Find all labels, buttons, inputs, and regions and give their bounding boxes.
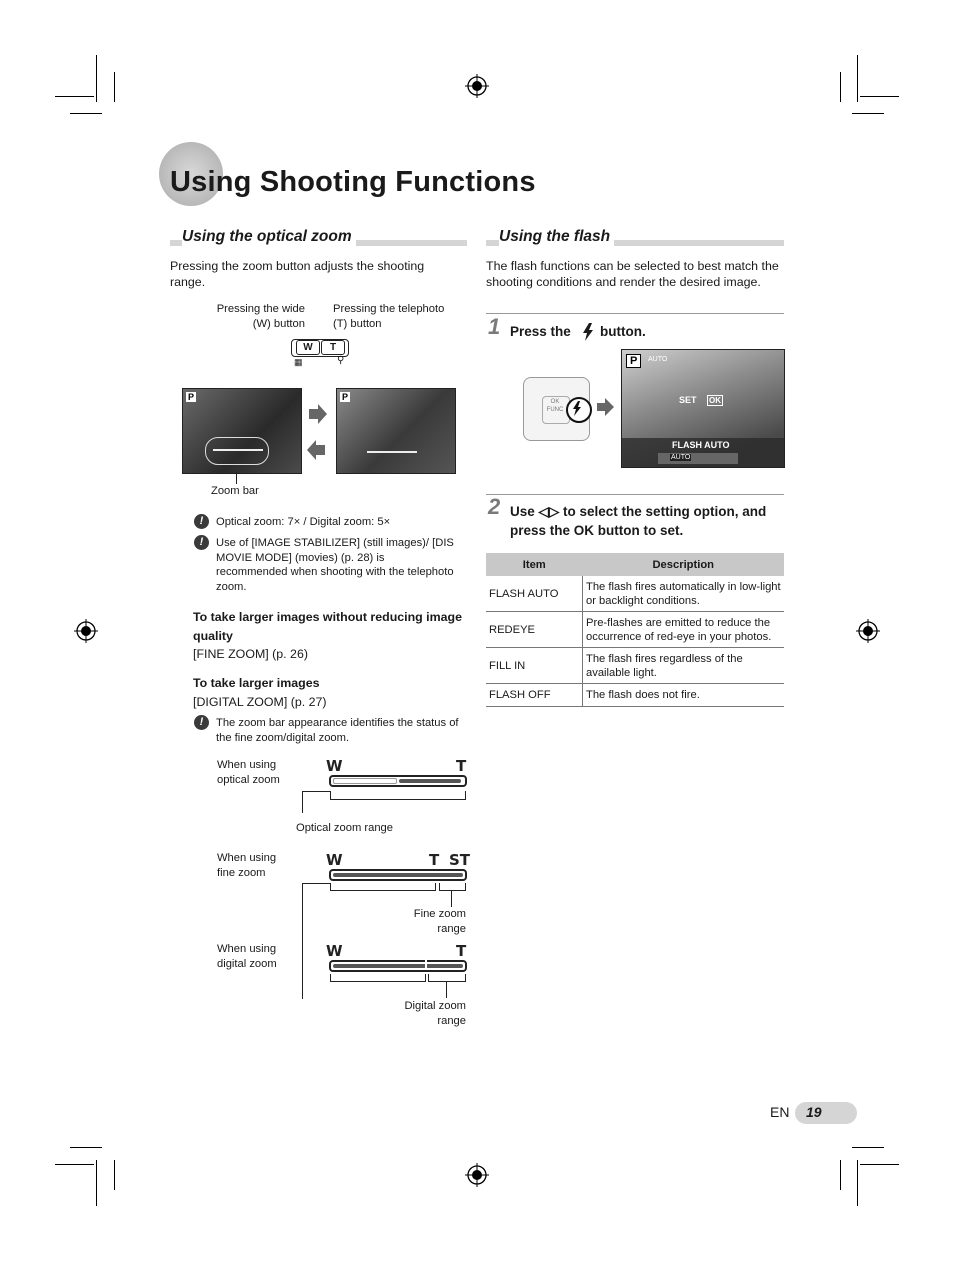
st-letter: ST [449, 851, 471, 869]
flash-screen-preview [621, 349, 785, 468]
w-letter: W [326, 851, 343, 869]
flash-icon [572, 401, 582, 416]
bracket-leader [302, 791, 303, 813]
fine-zoom-ref: [FINE ZOOM] (p. 26) [193, 647, 308, 661]
zoom-range-label: Fine zoom range [413, 908, 466, 935]
step-number: 1 [488, 314, 501, 339]
step2-text: Use ◁▷ to select the setting option, and press the OK button to set. [510, 504, 767, 538]
w-key-label: W [296, 340, 320, 355]
wide-icon: ▦ [294, 357, 303, 367]
flash-intro: The flash functions can be selected to best match the shooting conditions and render the desired image. [486, 259, 779, 289]
registration-mark-icon [74, 619, 98, 643]
bracket-leader [451, 891, 452, 907]
flash-auto-option: AUTO [671, 454, 691, 461]
caution-icon: ! [194, 535, 209, 550]
w-letter: W [326, 757, 343, 775]
step-number: 2 [488, 494, 501, 519]
table-row [486, 612, 784, 648]
note-zoom-spec: Optical zoom: 7× / Digital zoom: 5× [216, 516, 391, 528]
divider [486, 494, 784, 495]
t-letter: T [429, 851, 440, 869]
table-cell-desc: The flash fires automatically in low-light or backlight conditions. [583, 576, 785, 612]
subheading-fine-zoom: To take larger images without reducing image quality [193, 610, 462, 643]
table-row [486, 684, 784, 707]
table-cell-desc: Pre-flashes are emitted to reduce the occurrence of red-eye in your photos. [583, 612, 785, 648]
caution-icon: ! [194, 715, 209, 730]
crop-mark [55, 96, 94, 97]
caution-icon: ! [194, 514, 209, 529]
label-tele-button: Pressing the telephoto (T) button [333, 303, 445, 330]
table-cell-item: FILL IN [486, 648, 583, 684]
crop-mark [852, 113, 884, 114]
zoom-intro: Pressing the zoom button adjusts the shooting range. [170, 259, 425, 289]
photo-wide-preview [182, 388, 302, 474]
table-row [486, 576, 784, 612]
table-header-row [486, 553, 784, 576]
crop-mark [70, 113, 102, 114]
set-label: SET [679, 395, 697, 405]
crop-mark [852, 1147, 884, 1148]
crop-mark [860, 1164, 899, 1165]
arrow-left-icon [307, 440, 327, 460]
mode-badge: P [188, 392, 195, 402]
t-letter: T [456, 757, 467, 775]
arrow-right-icon [596, 398, 614, 416]
photo-tele-preview [336, 388, 456, 474]
column-header: Item [486, 553, 583, 576]
digital-zoom-bar [329, 960, 467, 972]
t-key-label: T [321, 340, 345, 355]
arrow-right-icon [307, 404, 327, 424]
crop-mark [840, 72, 841, 102]
section-heading-flash: Using the flash [499, 228, 614, 246]
zoom-range-label: Optical zoom range [296, 822, 394, 834]
crop-mark [96, 1160, 97, 1206]
registration-mark-icon [856, 619, 880, 643]
table-cell-item: FLASH AUTO [486, 576, 583, 612]
bracket-leader [302, 791, 330, 792]
range-bracket [330, 791, 466, 800]
zoom-state-label: When using optical zoom [217, 759, 280, 786]
mode-badge: P [342, 392, 349, 402]
crop-mark [857, 55, 858, 102]
section-heading-zoom: Using the optical zoom [182, 228, 356, 246]
subheading-digital-zoom: To take larger images [193, 676, 320, 690]
bracket-leader [446, 982, 447, 998]
bracket-leader [302, 883, 330, 884]
range-bracket [330, 883, 436, 891]
w-letter: W [326, 942, 343, 960]
range-bracket [439, 883, 466, 891]
registration-mark-icon [465, 1163, 489, 1187]
crop-mark [857, 1160, 858, 1206]
step1-text-b: button. [600, 324, 646, 339]
table-cell-desc: The flash fires regardless of the available light. [583, 648, 785, 684]
ok-label: OK [709, 396, 721, 405]
flash-mode-label: FLASH AUTO [672, 440, 730, 450]
zoom-bar-caption: Zoom bar [211, 485, 259, 497]
flash-icon [582, 323, 594, 341]
table-cell-desc: The flash does not fire. [583, 684, 785, 707]
fine-zoom-bar [329, 869, 467, 881]
zoom-range-label: Digital zoom range [404, 1000, 466, 1027]
crop-mark [55, 1164, 94, 1165]
bracket-leader [302, 883, 303, 999]
column-header: Description [583, 553, 785, 576]
step1-text-a: Press the [510, 324, 571, 339]
page-title: Using Shooting Functions [170, 166, 536, 198]
registration-mark-icon [465, 74, 489, 98]
crop-mark [840, 1160, 841, 1190]
label-wide-button: Pressing the wide (W) button [216, 303, 305, 330]
crop-mark [96, 55, 97, 102]
table-cell-item: REDEYE [486, 612, 583, 648]
control-pad [523, 377, 590, 441]
language-label: EN [770, 1104, 790, 1120]
auto-indicator: AUTO [648, 356, 668, 363]
t-letter: T [456, 942, 467, 960]
table-row [486, 648, 784, 684]
crop-mark [860, 96, 899, 97]
note-stabilizer: Use of [IMAGE STABILIZER] (still images)/ [DIS MOVIE MODE] (movies) (p. 28) is recommended when shooting with the telephoto zoom. [216, 537, 454, 593]
crop-mark [70, 1147, 102, 1148]
magnify-icon: ⚲ [337, 355, 345, 366]
zoom-state-label: When using fine zoom [217, 852, 277, 879]
note-zoom-bar: The zoom bar appearance identifies the status of the fine zoom/digital zoom. [216, 717, 459, 744]
table-cell-item: FLASH OFF [486, 684, 583, 707]
range-bracket [428, 974, 466, 982]
crop-mark [114, 72, 115, 102]
mode-badge: P [626, 354, 641, 368]
divider [486, 313, 784, 314]
crop-mark [114, 1160, 115, 1190]
zoom-state-label: When using digital zoom [217, 943, 277, 970]
ok-func-button-label: OK FUNC [546, 399, 564, 413]
optical-zoom-bar [329, 775, 467, 787]
flash-options-table [486, 553, 784, 707]
zoom-bar-pointer [236, 472, 237, 484]
range-bracket [330, 974, 426, 982]
page-number: 19 [806, 1104, 822, 1120]
digital-zoom-ref: [DIGITAL ZOOM] (p. 27) [193, 695, 327, 709]
page-number-badge [795, 1102, 857, 1124]
